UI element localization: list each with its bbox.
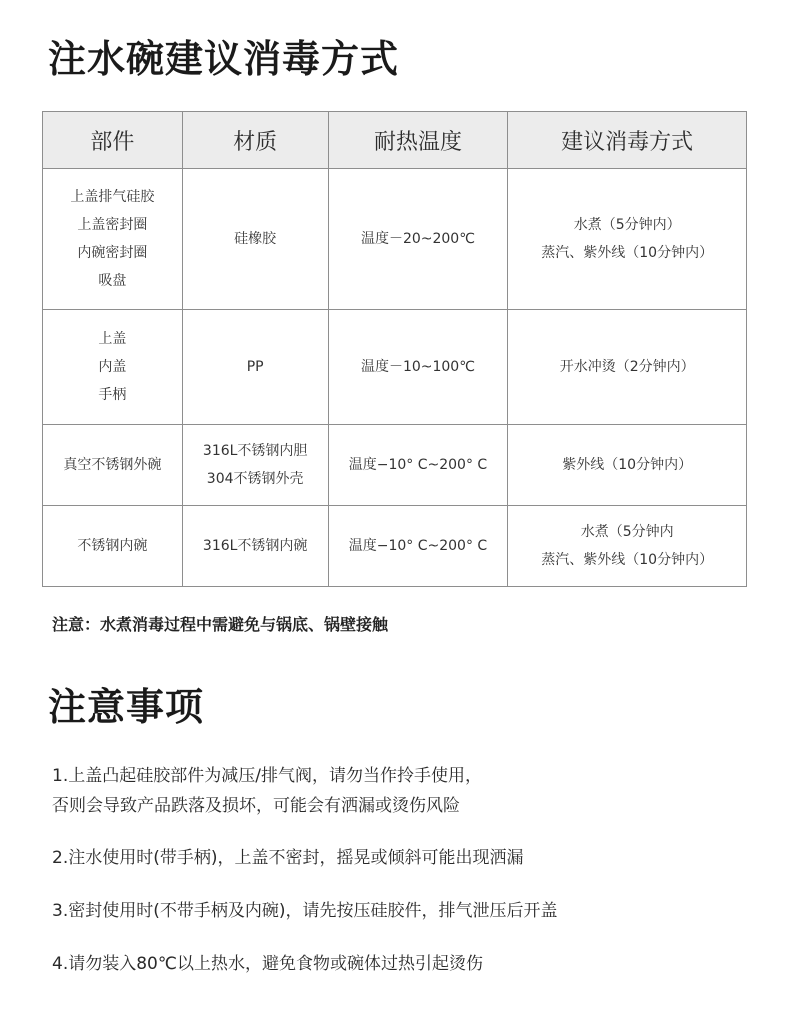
cell-temperature xyxy=(328,506,508,587)
precaution-line: 否则会导致产品跌落及损坏，可能会有洒漏或烫伤风险 xyxy=(52,796,460,816)
cell-temperature xyxy=(328,310,508,425)
material-line: 316L不锈钢内胆 xyxy=(202,443,308,459)
precaution-item xyxy=(52,896,557,926)
precaution-line: 1.上盖凸起硅胶部件为减压/排气阀，请勿当作拎手使用， xyxy=(52,766,482,786)
temperature-line: 温度−10° C~200° C xyxy=(348,457,488,473)
header-temperature: 耐热温度 xyxy=(328,112,508,169)
method-line: 水煮（5分钟内 xyxy=(580,524,674,540)
material-line: 304不锈钢外壳 xyxy=(206,471,304,487)
cell-part xyxy=(43,425,183,506)
header-method: 建议消毒方式 xyxy=(508,112,747,169)
table-row xyxy=(43,425,747,506)
method-line: 蒸汽、紫外线（10分钟内） xyxy=(541,245,714,261)
method-line: 水煮（5分钟内） xyxy=(573,217,681,233)
header-part: 部件 xyxy=(43,112,183,169)
method-line: 开水冲烫（2分钟内） xyxy=(559,359,695,375)
temperature-line: 温度－20~200℃ xyxy=(360,231,475,247)
cell-material xyxy=(182,169,328,310)
cell-part xyxy=(43,310,183,425)
cell-temperature xyxy=(328,169,508,310)
cell-method xyxy=(508,425,747,506)
cell-part xyxy=(43,506,183,587)
table-row xyxy=(43,310,747,425)
cell-method xyxy=(508,506,747,587)
table-row xyxy=(43,506,747,587)
cell-material xyxy=(182,425,328,506)
precaution-item xyxy=(52,843,523,873)
part-line: 上盖密封圈 xyxy=(77,217,148,233)
disinfection-section-title: 注水碗建议消毒方式 xyxy=(48,37,400,81)
cell-material xyxy=(182,310,328,425)
disinfection-note: 注意：水煮消毒过程中需避免与锅底、锅壁接触 xyxy=(52,615,389,634)
part-line: 真空不锈钢外碗 xyxy=(63,457,162,473)
part-line: 内盖 xyxy=(98,359,127,375)
precaution-line: 3.密封使用时(不带手柄及内碗)，请先按压硅胶件，排气泄压后开盖 xyxy=(52,901,558,921)
part-line: 吸盘 xyxy=(98,273,127,289)
temperature-line: 温度−10° C~200° C xyxy=(348,538,488,554)
part-line: 上盖 xyxy=(98,331,127,347)
part-line: 不锈钢内碗 xyxy=(77,538,148,554)
cell-method xyxy=(508,169,747,310)
precaution-line: 4.请勿装入80℃以上热水，避免食物或碗体过热引起烫伤 xyxy=(52,954,483,974)
material-line: 316L不锈钢内碗 xyxy=(202,538,308,554)
material-line: 硅橡胶 xyxy=(234,231,277,247)
method-line: 蒸汽、紫外线（10分钟内） xyxy=(541,552,714,568)
part-line: 内碗密封圈 xyxy=(77,245,148,261)
table-header-row xyxy=(43,112,747,169)
part-line: 上盖排气硅胶 xyxy=(70,189,155,205)
disinfection-table xyxy=(42,111,747,587)
temperature-line: 温度－10~100℃ xyxy=(360,359,475,375)
precaution-line: 2.注水使用时(带手柄)，上盖不密封，摇晃或倾斜可能出现洒漏 xyxy=(52,848,524,868)
material-line: PP xyxy=(246,359,264,375)
precaution-item xyxy=(52,761,482,821)
cell-part xyxy=(43,169,183,310)
part-line: 手柄 xyxy=(98,387,127,403)
table-row xyxy=(43,169,747,310)
cell-temperature xyxy=(328,425,508,506)
precautions-section-title: 注意事项 xyxy=(48,685,205,729)
method-line: 紫外线（10分钟内） xyxy=(562,457,693,473)
precaution-item xyxy=(52,949,483,979)
header-material: 材质 xyxy=(182,112,328,169)
cell-material xyxy=(182,506,328,587)
cell-method xyxy=(508,310,747,425)
